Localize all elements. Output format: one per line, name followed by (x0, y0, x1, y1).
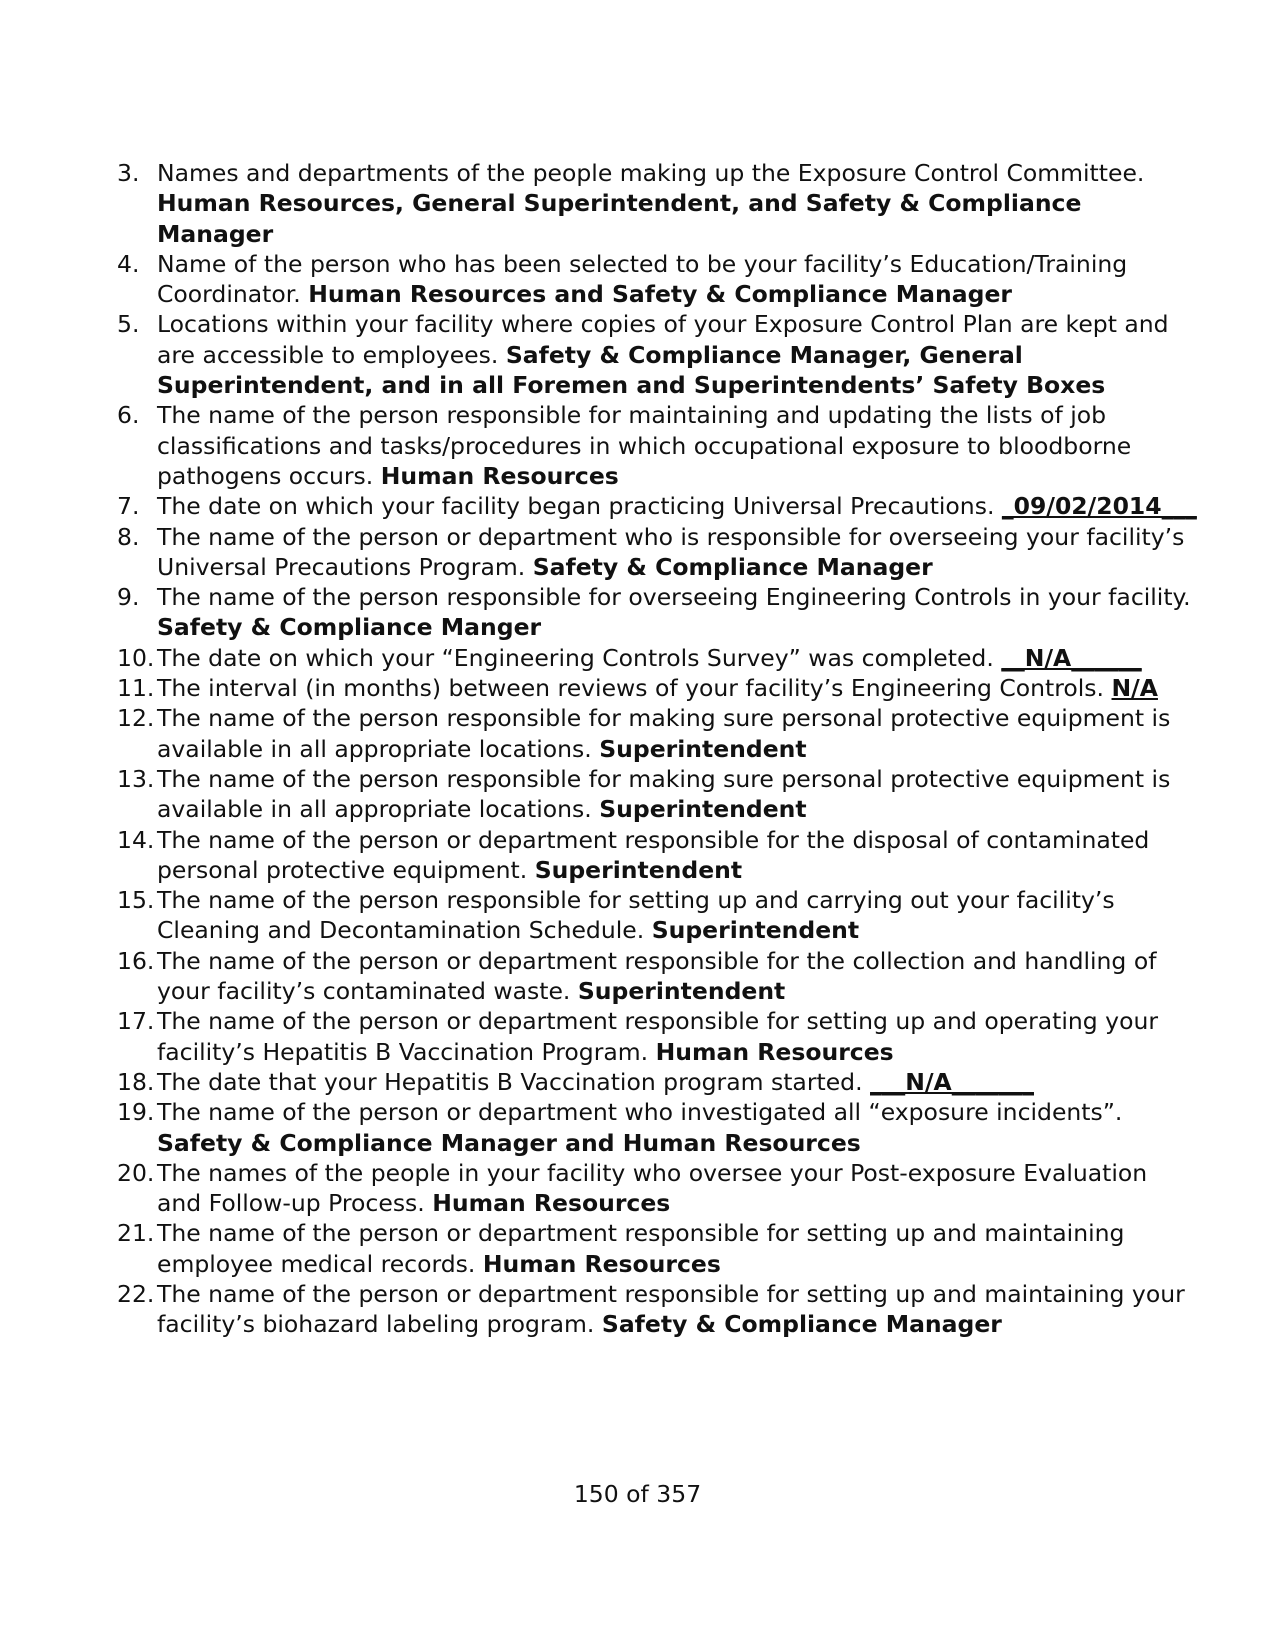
item-answer: Superintendent (599, 795, 807, 824)
item-number: 11. (117, 674, 155, 703)
list-item (117, 703, 1197, 764)
item-number: 21. (117, 1219, 155, 1248)
item-text: The name of the person responsible for making sure personal protective equipment is available in all appropriate locations. (157, 704, 1171, 763)
item-answer: Safety & Compliance Manager (601, 1310, 1002, 1339)
item-number: 10. (117, 643, 155, 672)
list-item (117, 1158, 1197, 1219)
list-item (117, 400, 1197, 491)
item-number: 5. (117, 310, 140, 339)
item-answer: Safety & Compliance Manger (157, 613, 542, 642)
item-number: 13. (117, 764, 155, 793)
item-number: 14. (117, 825, 155, 854)
list-item (117, 1097, 1197, 1158)
item-text: The date that your Hepatitis B Vaccination program started. (157, 1067, 863, 1096)
list-item (117, 643, 1197, 673)
item-number: 20. (117, 1158, 155, 1187)
item-number: 16. (117, 946, 155, 975)
item-text: The name of the person responsible for overseeing Engineering Controls in your facility. (157, 583, 1191, 612)
item-number: 22. (117, 1279, 155, 1308)
item-answer: Safety & Compliance Manager, General Superintendent, and in all Foremen and Superintendents’ Safety Boxes (157, 340, 1106, 400)
item-answer: Superintendent (534, 855, 743, 884)
item-text: The date on which your facility began practicing Universal Precautions. (157, 492, 995, 521)
item-text: The date on which your “Engineering Controls Survey” was completed. (157, 643, 994, 672)
list-item (117, 158, 1197, 249)
list-item (117, 1067, 1197, 1097)
item-answer-blank: _09/02/2014___ (1001, 492, 1197, 521)
question-list (117, 158, 1197, 1340)
item-answer: Safety & Compliance Manager (532, 552, 933, 581)
list-item (117, 309, 1197, 400)
item-answer-blank: ___N/A_______ (870, 1067, 1034, 1096)
item-answer: Superintendent (651, 916, 860, 945)
list-item (117, 825, 1197, 886)
item-number: 3. (117, 159, 140, 187)
item-text: The name of the person or department responsible for setting up and maintaining employee medical records. (157, 1219, 1125, 1278)
list-item (117, 885, 1197, 946)
item-number: 15. (117, 886, 155, 915)
item-answer: Human Resources (432, 1189, 671, 1218)
list-item (117, 582, 1197, 643)
item-answer: Safety & Compliance Manager and Human Resources (157, 1128, 861, 1157)
item-text: The name of the person responsible for setting up and carrying out your facility’s Cleaning and Decontamination Schedule. (157, 886, 1115, 945)
item-answer: Human Resources, General Superintendent, and Safety & Compliance Manager (157, 189, 1082, 248)
item-text: The interval (in months) between reviews of your facility’s Engineering Controls. (157, 674, 1105, 703)
list-item (117, 673, 1197, 703)
item-answer: Human Resources and Safety & Compliance Manager (308, 280, 1012, 309)
item-text: The name of the person or department who is responsible for overseeing your facility’s Universal Precautions Program. (157, 522, 1185, 581)
item-number: 19. (117, 1098, 155, 1127)
item-text: The name of the person or department who investigated all “exposure incidents”. (157, 1098, 1123, 1127)
list-item (117, 1218, 1197, 1279)
item-text: The name of the person or department responsible for setting up and maintaining your facility’s biohazard labeling program. (157, 1279, 1185, 1339)
list-item (117, 1006, 1197, 1067)
item-answer: Superintendent (599, 734, 807, 763)
item-number: 12. (117, 704, 155, 733)
item-number: 7. (117, 492, 140, 521)
item-text: The name of the person responsible for making sure personal protective equipment is available in all appropriate locations. (157, 764, 1171, 824)
item-number: 9. (117, 583, 140, 612)
item-text: The names of the people in your facility who oversee your Post-exposure Evaluation and Follow-up Process. (157, 1158, 1148, 1218)
list-item (117, 522, 1197, 583)
item-text: Locations within your facility where copies of your Exposure Control Plan are kept and are accessible to employees. (157, 310, 1169, 369)
item-text: The name of the person or department responsible for setting up and operating your facility’s Hepatitis B Vaccination Program. (157, 1007, 1159, 1066)
item-number: 8. (117, 522, 140, 551)
list-item (117, 1279, 1197, 1340)
item-number: 18. (117, 1067, 155, 1096)
item-answer: Human Resources (380, 461, 619, 490)
item-text: The name of the person or department responsible for the disposal of contaminated personal protective equipment. (157, 825, 1150, 884)
item-answer-blank: N/A (1111, 674, 1158, 703)
list-item (117, 249, 1197, 310)
item-text: The name of the person responsible for maintaining and updating the lists of job classifications and tasks/procedures in which occupational exposure to bloodborne pathogens occurs. (157, 401, 1132, 490)
item-text: Names and departments of the people making up the Exposure Control Committee. (157, 159, 1145, 187)
list-item (117, 946, 1197, 1007)
item-answer: Human Resources (655, 1037, 894, 1066)
item-number: 6. (117, 401, 140, 430)
item-text: The name of the person or department responsible for the collection and handling of your facility’s contaminated waste. (157, 946, 1157, 1006)
item-text: Name of the person who has been selected to be your facility’s Education/Training Coordinator. (157, 249, 1128, 309)
list-item (117, 491, 1197, 521)
list-item (117, 764, 1197, 825)
item-answer: Superintendent (577, 977, 786, 1006)
item-number: 17. (117, 1007, 155, 1036)
page-number: 150 of 357 (573, 1480, 702, 1508)
item-answer: Human Resources (482, 1249, 721, 1278)
item-number: 4. (117, 249, 140, 278)
item-answer-blank: __N/A______ (1001, 643, 1142, 672)
